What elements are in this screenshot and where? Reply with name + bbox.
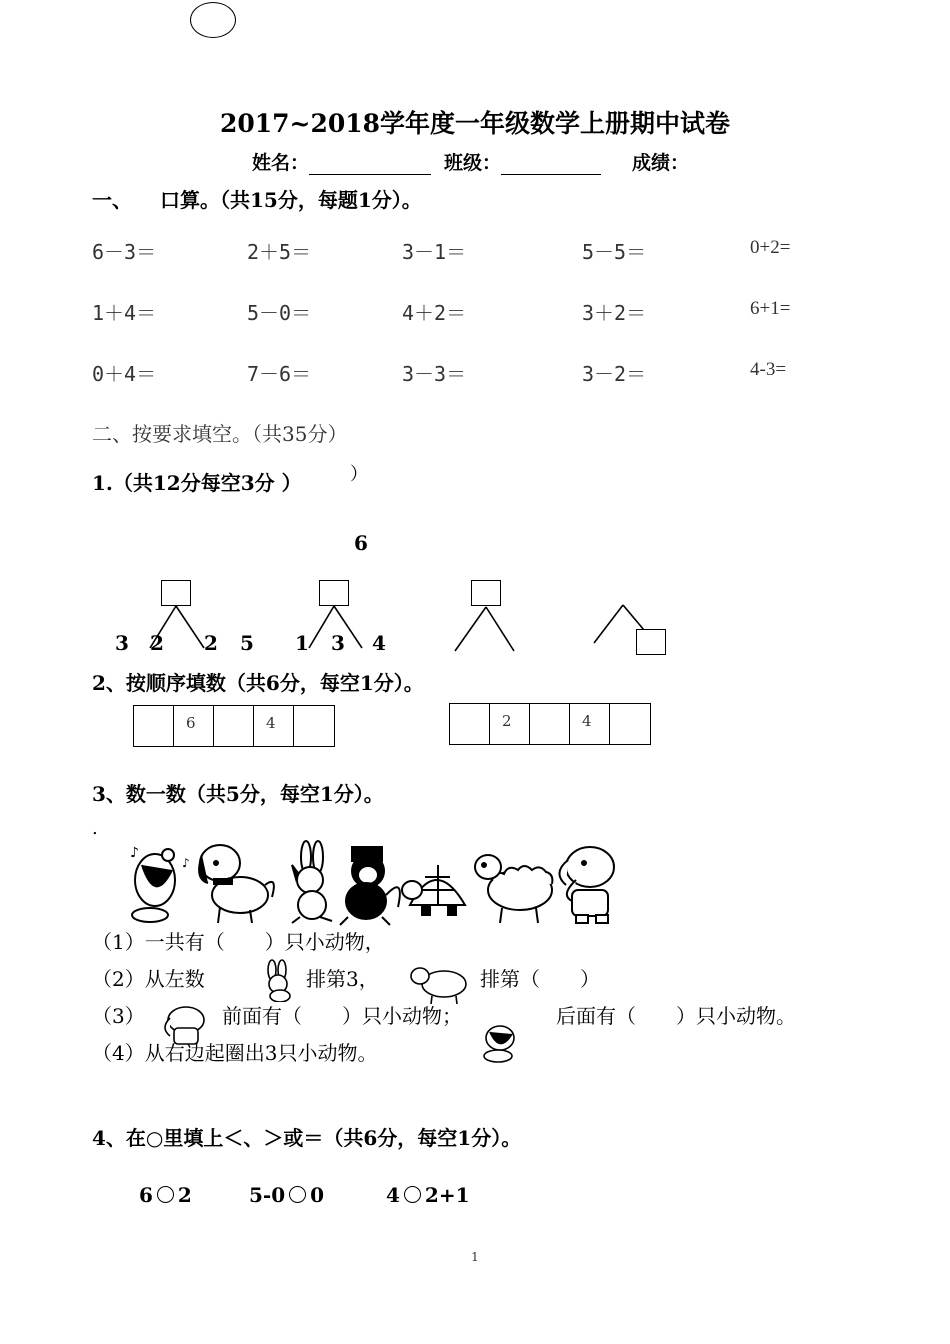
dog-icon — [199, 845, 274, 923]
equation: 7－6＝ — [247, 362, 312, 386]
page-title: 2017~2018学年度一年级数学上册期中试卷 — [219, 109, 731, 138]
q3-line-3a: （3） — [92, 1004, 145, 1028]
compare-left: 5-0 — [249, 1183, 286, 1207]
bond-number: 1 — [295, 631, 309, 655]
compare-item — [386, 1183, 470, 1207]
sequence-cell[interactable] — [530, 704, 570, 744]
q3-line-4: （4）从右边起圈出3只小动物。 — [92, 1041, 378, 1065]
q3-line-3b: 前面有（ ）只小动物； — [222, 1004, 462, 1028]
bond-number: 3 — [115, 631, 129, 655]
bond-answer-box[interactable] — [161, 580, 191, 606]
equation: 4＋2＝ — [402, 301, 467, 325]
equation: 1＋4＝ — [92, 301, 157, 325]
rabbit-icon — [292, 841, 332, 923]
equation: 5－0＝ — [247, 301, 312, 325]
compare-circle[interactable] — [157, 1186, 174, 1203]
sequence-cell: 4 — [570, 704, 610, 744]
bond-number: 5 — [240, 631, 254, 655]
frog-icon — [130, 845, 190, 922]
equation: 0+2= — [750, 237, 791, 258]
q4-heading: 4、在○里填上＜、＞或＝（共6分，每空1分）。 — [92, 1126, 522, 1150]
sequence-cell[interactable] — [294, 706, 334, 746]
sequence-cell[interactable] — [214, 706, 254, 746]
compare-circle[interactable] — [289, 1186, 306, 1203]
equation: 5－5＝ — [582, 240, 647, 264]
sequence-cell[interactable] — [610, 704, 650, 744]
bond-line — [176, 606, 204, 648]
stray-dot: . — [92, 818, 98, 839]
bond-line — [594, 605, 623, 643]
compare-right: 2+1 — [424, 1183, 470, 1207]
stray-paren: ） — [350, 464, 368, 485]
svg-text:♪: ♪ — [182, 856, 190, 870]
sequence-cell: 6 — [174, 706, 214, 746]
sheep-icon — [408, 960, 470, 1004]
q3-line-2a: （2）从左数 — [92, 967, 205, 991]
compare-left: 6 — [139, 1183, 153, 1207]
bond-answer-box[interactable] — [471, 580, 501, 606]
bond-answer-box[interactable] — [319, 580, 349, 606]
sequence-row-2 — [449, 703, 651, 745]
equation: 3－3＝ — [402, 362, 467, 386]
q2-heading: 2、按顺序填数（共6分，每空1分）。 — [92, 671, 424, 695]
q3-line-1: （1）一共有（ ）只小动物， — [92, 930, 385, 954]
equation: 3－1＝ — [402, 240, 467, 264]
compare-right: 2 — [177, 1183, 192, 1207]
q3-line-2c: 排第（ ） — [480, 967, 600, 991]
bond-number: 2 — [204, 631, 218, 655]
class-label: 班级： — [444, 152, 502, 174]
monkey-icon — [340, 847, 400, 925]
equation: 3＋2＝ — [582, 301, 647, 325]
bond-number: 3 — [331, 631, 345, 655]
frog-icon — [474, 1024, 534, 1064]
compare-item — [139, 1183, 192, 1207]
bond-line — [455, 607, 486, 651]
bond-number: 2 — [150, 631, 164, 655]
sequence-cell: 4 — [254, 706, 294, 746]
section1-number: 一、 — [92, 188, 132, 212]
equation: 4-3= — [750, 359, 787, 380]
animal-row — [120, 835, 630, 930]
bond-answer-box[interactable] — [636, 629, 666, 655]
rabbit-icon — [258, 958, 304, 1002]
elephant-icon — [559, 847, 614, 923]
q3-heading: 3、数一数（共5分，每空1分）。 — [92, 782, 384, 806]
equation: 3－2＝ — [582, 362, 647, 386]
sequence-cell: 2 — [490, 704, 530, 744]
bond-top-number: 6 — [354, 531, 368, 555]
compare-right: 0 — [310, 1183, 325, 1207]
equation: 6－3＝ — [92, 240, 157, 264]
q1-heading: 1.（共12分每空3分 ） — [92, 471, 302, 495]
bond-number: 4 — [372, 631, 386, 655]
equation: 2＋5＝ — [247, 240, 312, 264]
bond-line — [486, 607, 514, 651]
sequence-row-1 — [133, 705, 335, 747]
q3-line-2b: 排第3， — [306, 967, 379, 991]
section1-heading: 口算。（共15分，每题1分）。 — [160, 188, 422, 212]
score-label: 成绩： — [632, 152, 690, 174]
sequence-cell[interactable] — [134, 706, 174, 746]
compare-item — [249, 1183, 324, 1207]
equation: 0＋4＝ — [92, 362, 157, 386]
name-label: 姓名： — [252, 152, 310, 174]
section2-heading: 二、按要求填空。（共35分） — [92, 422, 348, 446]
svg-text:♪: ♪ — [130, 845, 139, 861]
compare-left: 4 — [386, 1183, 400, 1207]
sequence-cell[interactable] — [450, 704, 490, 744]
sheep-icon — [475, 855, 552, 923]
equation: 6+1= — [750, 298, 791, 319]
bond-line — [623, 605, 644, 630]
turtle-icon — [402, 865, 465, 915]
page-number: 1 — [471, 1250, 479, 1264]
q3-line-3c: 后面有（ ）只小动物。 — [556, 1004, 796, 1028]
compare-circle[interactable] — [404, 1186, 421, 1203]
